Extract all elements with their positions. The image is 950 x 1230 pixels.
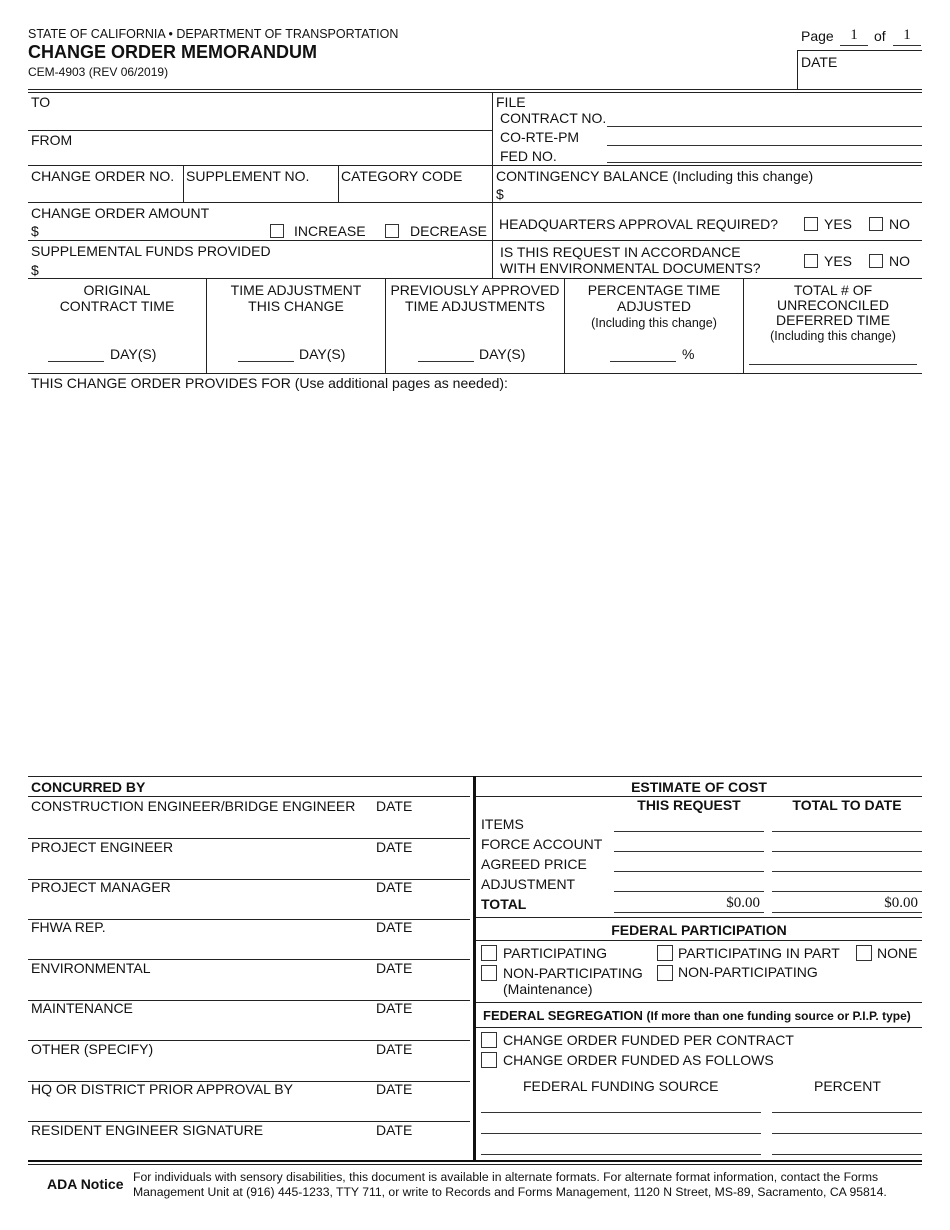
signer-title: FHWA REP. xyxy=(31,919,106,935)
fed-no-field[interactable] xyxy=(607,162,922,163)
funded-as-follows-checkbox[interactable] xyxy=(481,1052,497,1068)
percent-sign: % xyxy=(682,346,695,362)
sign-row[interactable] xyxy=(28,879,470,919)
sign-row[interactable] xyxy=(28,960,470,1000)
deferred-time-label-1: TOTAL # OF xyxy=(793,282,873,298)
original-time-label-1: ORIGINAL xyxy=(83,282,151,298)
federal-segregation-title xyxy=(483,1008,911,1023)
federal-segregation-heading: FEDERAL SEGREGATION xyxy=(483,1008,643,1023)
previously-approved-label-2: TIME ADJUSTMENTS xyxy=(404,298,545,314)
ada-notice-line2: Management Unit at (916) 445-1233, TTY 711, or write to Records and Forms Management, 1120 N Street, MS-89, Sacramento, CA 95814. xyxy=(133,1185,887,1199)
signer-title: HQ OR DISTRICT PRIOR APPROVAL BY xyxy=(31,1081,293,1097)
funded-per-contract-label: CHANGE ORDER FUNDED PER CONTRACT xyxy=(503,1032,794,1048)
environmental-yes-label: YES xyxy=(824,253,853,269)
contingency-label: CONTINGENCY BALANCE (Including this change) xyxy=(496,168,814,184)
funding-source-line[interactable] xyxy=(481,1112,761,1113)
federal-participation-title: FEDERAL PARTICIPATION xyxy=(611,922,787,938)
decrease-label: DECREASE xyxy=(410,223,488,239)
date-label: DATE xyxy=(376,839,413,855)
sign-row[interactable] xyxy=(28,1122,470,1162)
deferred-time-field[interactable] xyxy=(749,364,917,365)
funding-percent-line[interactable] xyxy=(772,1154,922,1155)
hq-approval-no-label: NO xyxy=(889,216,910,232)
date-label: DATE xyxy=(376,1000,413,1016)
fed-no-label: FED NO. xyxy=(500,148,557,164)
date-label: DATE xyxy=(376,879,413,895)
sign-row[interactable] xyxy=(28,798,470,838)
non-participating-maintenance-checkbox[interactable] xyxy=(481,965,497,981)
signer-title: MAINTENANCE xyxy=(31,1000,133,1016)
ada-notice-line1: For individuals with sensory disabilities, this document is available in alternate formats. For alternate format information, contact the Forms xyxy=(133,1170,879,1184)
environmental-yes-checkbox[interactable] xyxy=(804,254,818,268)
time-adjustment-label-1: TIME ADJUSTMENT xyxy=(230,282,362,298)
agreed-price-label: AGREED PRICE xyxy=(481,856,587,872)
signer-title: ENVIRONMENTAL xyxy=(31,960,151,976)
percentage-time-label-1: PERCENTAGE TIME xyxy=(587,282,721,298)
provides-for-label: THIS CHANGE ORDER PROVIDES FOR (Use additional pages as needed): xyxy=(31,375,508,391)
time-adjustment-days-unit: DAY(S) xyxy=(299,346,346,362)
items-total-to-date[interactable] xyxy=(772,831,922,832)
signer-title: CONSTRUCTION ENGINEER/BRIDGE ENGINEER xyxy=(31,798,356,814)
increase-label: INCREASE xyxy=(294,223,366,239)
previously-approved-label-1: PREVIOUSLY APPROVED xyxy=(390,282,560,298)
funding-percent-line[interactable] xyxy=(772,1112,922,1113)
decrease-checkbox[interactable] xyxy=(385,224,399,238)
sign-row[interactable] xyxy=(28,839,470,879)
non-participating-maintenance-label: NON-PARTICIPATING xyxy=(503,965,643,981)
agency-name: STATE OF CALIFORNIA • DEPARTMENT OF TRANSPORTATION xyxy=(28,27,399,41)
participating-in-part-checkbox[interactable] xyxy=(657,945,673,961)
agreed-price-this-request[interactable] xyxy=(614,871,764,872)
date-label: DATE xyxy=(376,919,413,935)
date-label: DATE xyxy=(376,1041,413,1057)
original-time-label-2: CONTRACT TIME xyxy=(59,298,175,314)
from-label: FROM xyxy=(31,132,73,148)
total-to-date-value[interactable]: $0.00 xyxy=(884,895,918,911)
page-total[interactable]: 1 xyxy=(903,27,911,43)
participating-checkbox[interactable] xyxy=(481,945,497,961)
total-to-date-header: TOTAL TO DATE xyxy=(792,797,902,813)
federal-segregation-subtitle: (If more than one funding source or P.I.P. type) xyxy=(646,1009,911,1023)
sign-row[interactable] xyxy=(28,1041,470,1081)
hq-approval-no-checkbox[interactable] xyxy=(869,217,883,231)
funding-source-line[interactable] xyxy=(481,1133,761,1134)
signer-title: PROJECT MANAGER xyxy=(31,879,171,895)
signer-title: PROJECT ENGINEER xyxy=(31,839,174,855)
contract-no-label: CONTRACT NO. xyxy=(500,110,607,126)
co-rte-pm-field[interactable] xyxy=(607,145,922,146)
increase-checkbox[interactable] xyxy=(270,224,284,238)
date-label: DATE xyxy=(801,54,838,70)
supplement-no-label: SUPPLEMENT NO. xyxy=(186,168,310,184)
non-participating-checkbox[interactable] xyxy=(657,965,673,981)
environmental-question-line2: WITH ENVIRONMENTAL DOCUMENTS? xyxy=(500,260,761,276)
category-code-field[interactable] xyxy=(340,185,490,201)
co-rte-pm-label: CO-RTE-PM xyxy=(500,129,580,145)
none-checkbox[interactable] xyxy=(856,945,872,961)
deferred-time-label-2: UNRECONCILED xyxy=(776,297,889,313)
participating-in-part-label: PARTICIPATING IN PART xyxy=(678,945,840,961)
total-this-request-value[interactable]: $0.00 xyxy=(726,895,760,911)
supplemental-funds-label: SUPPLEMENTAL FUNDS PROVIDED xyxy=(31,243,271,259)
agreed-price-total-to-date[interactable] xyxy=(772,871,922,872)
environmental-no-checkbox[interactable] xyxy=(869,254,883,268)
items-label: ITEMS xyxy=(481,816,524,832)
sign-row[interactable] xyxy=(28,1000,470,1040)
time-adjustment-label-2: THIS CHANGE xyxy=(248,298,344,314)
change-order-no-label: CHANGE ORDER NO. xyxy=(31,168,175,184)
signer-title: RESIDENT ENGINEER SIGNATURE xyxy=(31,1122,264,1138)
date-label: DATE xyxy=(376,960,413,976)
supplemental-funds-dollar: $ xyxy=(31,262,39,278)
maintenance-label: (Maintenance) xyxy=(503,981,593,997)
none-label: NONE xyxy=(877,945,918,961)
force-account-label: FORCE ACCOUNT xyxy=(481,836,603,852)
funding-percent-line[interactable] xyxy=(772,1133,922,1134)
section-divider xyxy=(473,776,476,1160)
signer-title: OTHER (SPECIFY) xyxy=(31,1041,154,1057)
change-order-no-field[interactable] xyxy=(30,185,180,201)
change-order-amount-label: CHANGE ORDER AMOUNT xyxy=(31,205,210,221)
original-days-field[interactable] xyxy=(48,361,104,362)
percentage-time-label-2: ADJUSTED xyxy=(617,298,691,314)
percentage-time-label-3: (Including this change) xyxy=(591,316,717,330)
estimate-title: ESTIMATE OF COST xyxy=(631,779,767,795)
to-label: TO xyxy=(31,94,51,110)
change-order-amount-field[interactable] xyxy=(43,222,263,238)
funded-as-follows-label: CHANGE ORDER FUNDED AS FOLLOWS xyxy=(503,1052,774,1068)
page-number[interactable]: 1 xyxy=(850,27,858,43)
funding-source-header: FEDERAL FUNDING SOURCE xyxy=(523,1078,719,1094)
adjustment-total-to-date[interactable] xyxy=(772,891,922,892)
form-id: CEM-4903 (REV 06/2019) xyxy=(28,65,169,79)
adjustment-this-request[interactable] xyxy=(614,891,764,892)
from-field[interactable] xyxy=(80,132,490,164)
non-participating-label: NON-PARTICIPATING xyxy=(678,964,818,980)
original-days-unit: DAY(S) xyxy=(110,346,157,362)
deferred-time-label-3: DEFERRED TIME xyxy=(775,312,891,328)
time-adjustment-days-field[interactable] xyxy=(238,361,294,362)
file-label: FILE xyxy=(496,94,526,110)
total-label: TOTAL xyxy=(481,896,527,912)
items-this-request[interactable] xyxy=(614,831,764,832)
date-label: DATE xyxy=(376,1122,413,1138)
previously-approved-days-field[interactable] xyxy=(418,361,474,362)
contingency-dollar: $ xyxy=(496,186,504,202)
ada-notice-label: ADA Notice xyxy=(47,1176,124,1192)
force-account-this-request[interactable] xyxy=(614,851,764,852)
funded-per-contract-checkbox[interactable] xyxy=(481,1032,497,1048)
provides-for-textarea[interactable] xyxy=(28,394,922,772)
contract-no-field[interactable] xyxy=(607,126,922,127)
supplement-no-field[interactable] xyxy=(185,185,335,201)
of-label: of xyxy=(874,28,886,44)
date-field[interactable] xyxy=(798,70,922,88)
date-label: DATE xyxy=(376,798,413,814)
participating-label: PARTICIPATING xyxy=(503,945,607,961)
this-request-header: THIS REQUEST xyxy=(637,797,741,813)
form-title: CHANGE ORDER MEMORANDUM xyxy=(28,42,317,62)
hq-approval-label: HEADQUARTERS APPROVAL REQUIRED? xyxy=(499,216,779,232)
deferred-time-label-4: (Including this change) xyxy=(770,329,896,343)
force-account-total-to-date[interactable] xyxy=(772,851,922,852)
concurred-by-title: CONCURRED BY xyxy=(31,779,146,795)
environmental-question-line1: IS THIS REQUEST IN ACCORDANCE xyxy=(500,244,741,260)
sign-row[interactable] xyxy=(28,919,470,959)
category-code-label: CATEGORY CODE xyxy=(341,168,463,184)
to-field[interactable] xyxy=(60,94,490,128)
previously-approved-days-unit: DAY(S) xyxy=(479,346,526,362)
sign-row[interactable] xyxy=(28,1081,470,1121)
adjustment-label: ADJUSTMENT xyxy=(481,876,576,892)
hq-approval-yes-label: YES xyxy=(824,216,853,232)
page-label: Page xyxy=(801,28,834,44)
supplemental-funds-field[interactable] xyxy=(43,260,483,276)
hq-approval-yes-checkbox[interactable] xyxy=(804,217,818,231)
percent-header: PERCENT xyxy=(814,1078,881,1094)
date-label: DATE xyxy=(376,1081,413,1097)
amount-dollar: $ xyxy=(31,223,39,239)
environmental-no-label: NO xyxy=(889,253,910,269)
funding-source-line[interactable] xyxy=(481,1154,761,1155)
percentage-time-field[interactable] xyxy=(610,361,676,362)
contingency-field[interactable] xyxy=(508,185,918,201)
